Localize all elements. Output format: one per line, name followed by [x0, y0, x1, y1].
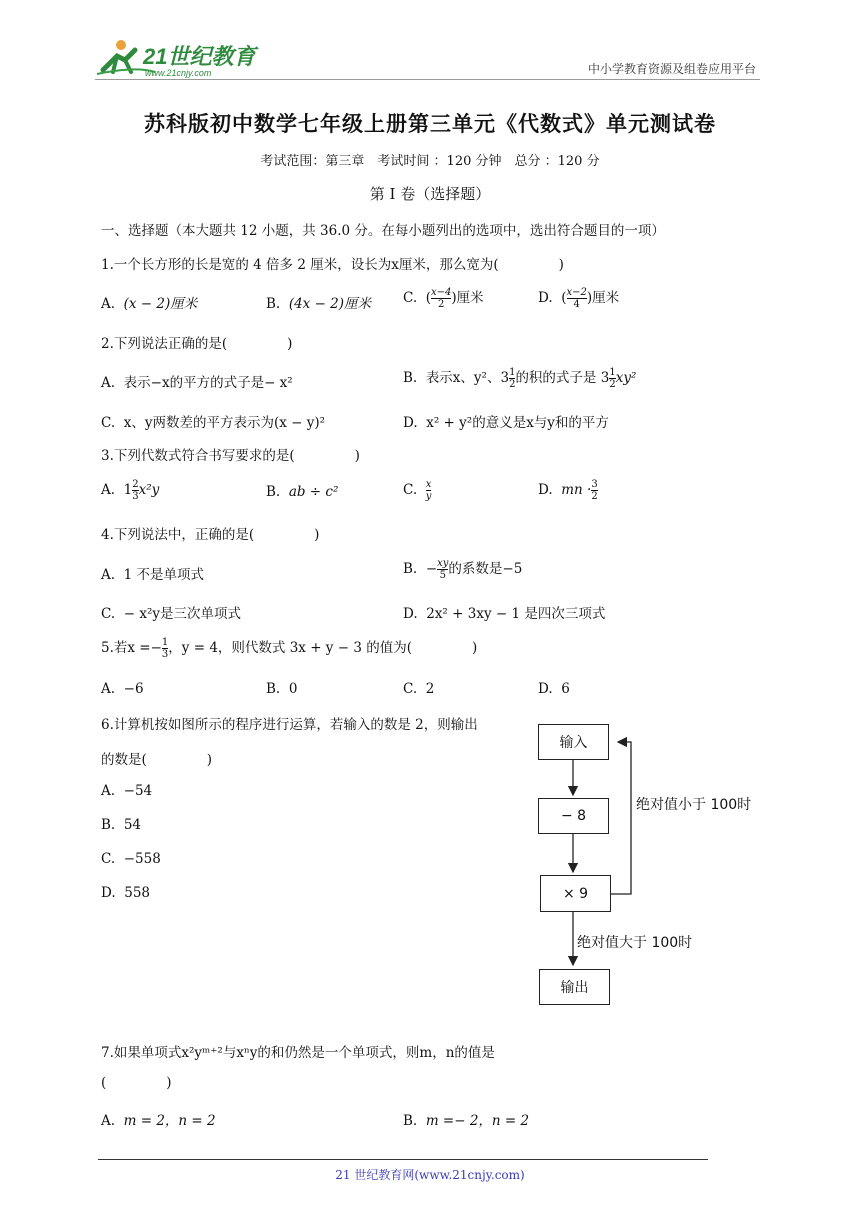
q4-option-c: C. − x²y是三次单项式: [101, 606, 241, 622]
q1-option-a: A. (x − 2)厘米: [101, 296, 198, 312]
question-4-stem: 4.下列说法中，正确的是( ): [101, 527, 320, 543]
footer-link[interactable]: 21 世纪教育网(www.21cnjy.com): [335, 1168, 525, 1182]
svg-text:www.21cnjy.com: www.21cnjy.com: [145, 68, 212, 78]
question-5-stem: 5.若x =− $\frac{1}{3}$ ，y = 4，则代数式 3x + y − 3 的值为( ): [101, 637, 478, 660]
q2-option-d: D. x² + y²的意义是x与y和的平方: [403, 415, 609, 431]
flowchart-input-box: 输入: [538, 724, 609, 760]
q4-option-b: B. − $\frac{xy}{5}$ 的系数是−5: [403, 558, 523, 581]
q1-option-c: C. ( $\frac{x-4}{2}$ )厘米: [403, 287, 484, 310]
question-3-stem: 3.下列代数式符合书写要求的是( ): [101, 448, 360, 464]
q4-option-d: D. 2x² + 3xy − 1 是四次三项式: [403, 606, 606, 622]
q2-option-b: B. 表示x、y²、3 $\frac{1}{2}$ 的积的式子是 3 $\frac{1}{2}$ xy²: [403, 367, 637, 390]
part-heading: 一、选择题（本大题共 12 小题，共 36.0 分。在每小题列出的选项中，选出符合题目的一项）: [101, 223, 665, 239]
q5-option-a: A. −6: [101, 681, 144, 697]
flowchart-output-box: 输出: [539, 969, 610, 1005]
q1-option-d: D. ( $\frac{x-2}{4}$ )厘米: [538, 287, 620, 310]
q6-option-d: D. 558: [101, 885, 151, 901]
question-6-stem-line2: 的数是( ): [101, 752, 213, 768]
question-1-stem: 1.一个长方形的长是宽的 4 倍多 2 厘米，设长为x厘米，那么宽为( ): [101, 257, 564, 273]
flowchart-exit-label: 绝对值大于 100时: [577, 935, 693, 951]
question-2-stem: 2.下列说法正确的是( ): [101, 336, 293, 352]
svg-text:21世纪教育: 21世纪教育: [143, 44, 256, 69]
question-7-stem: 7.如果单项式x²yᵐ⁺²与xⁿy的和仍然是一个单项式，则m，n的值是: [101, 1045, 495, 1061]
q3-option-c: C. $\frac{x}{y}$: [403, 479, 432, 502]
q7-option-b: B. m =− 2，n = 2: [403, 1113, 530, 1129]
site-logo: [95, 36, 260, 80]
question-6-stem-line1: 6.计算机按如图所示的程序进行运算，若输入的数是 2，则输出: [101, 717, 478, 733]
platform-name: 中小学教育资源及组卷应用平台: [587, 62, 756, 76]
question-7-blank: ( ): [101, 1075, 172, 1091]
exam-info: 考试范围：第三章 考试时间 ：120 分钟 总分 ：120 分: [260, 154, 600, 169]
footer-divider: [98, 1159, 708, 1160]
page-title: 苏科版初中数学七年级上册第三单元《代数式》单元测试卷: [144, 111, 716, 136]
q2-option-a: A. 表示−x的平方的式子是− x²: [101, 375, 293, 391]
q6-option-c: C. −558: [101, 851, 161, 867]
q6-option-b: B. 54: [101, 817, 141, 833]
q2-option-c: C. x、y两数差的平方表示为(x − y)²: [101, 415, 326, 431]
header-divider: [95, 79, 760, 80]
q6-option-a: A. −54: [101, 783, 153, 799]
flowchart-loop-label: 绝对值小于 100时: [636, 797, 752, 813]
q1-option-b: B. (4x − 2)厘米: [266, 296, 372, 312]
q5-option-d: D. 6: [538, 681, 570, 697]
flowchart-times-box: × 9: [540, 875, 611, 912]
flowchart: [530, 718, 770, 1018]
section-heading: 第 I 卷（选择题）: [369, 185, 491, 203]
q3-option-b: B. ab ÷ c²: [266, 484, 339, 500]
flowchart-minus-box: − 8: [538, 798, 609, 834]
q5-option-b: B. 0: [266, 681, 298, 697]
q3-option-a: A. 1 $\frac{2}{3}$ x²y: [101, 479, 160, 502]
q3-option-d: D. mn · $\frac{3}{2}$: [538, 479, 598, 502]
q7-option-a: A. m = 2，n = 2: [101, 1113, 216, 1129]
q5-option-c: C. 2: [403, 681, 435, 697]
q4-option-a: A. 1 不是单项式: [101, 567, 205, 583]
